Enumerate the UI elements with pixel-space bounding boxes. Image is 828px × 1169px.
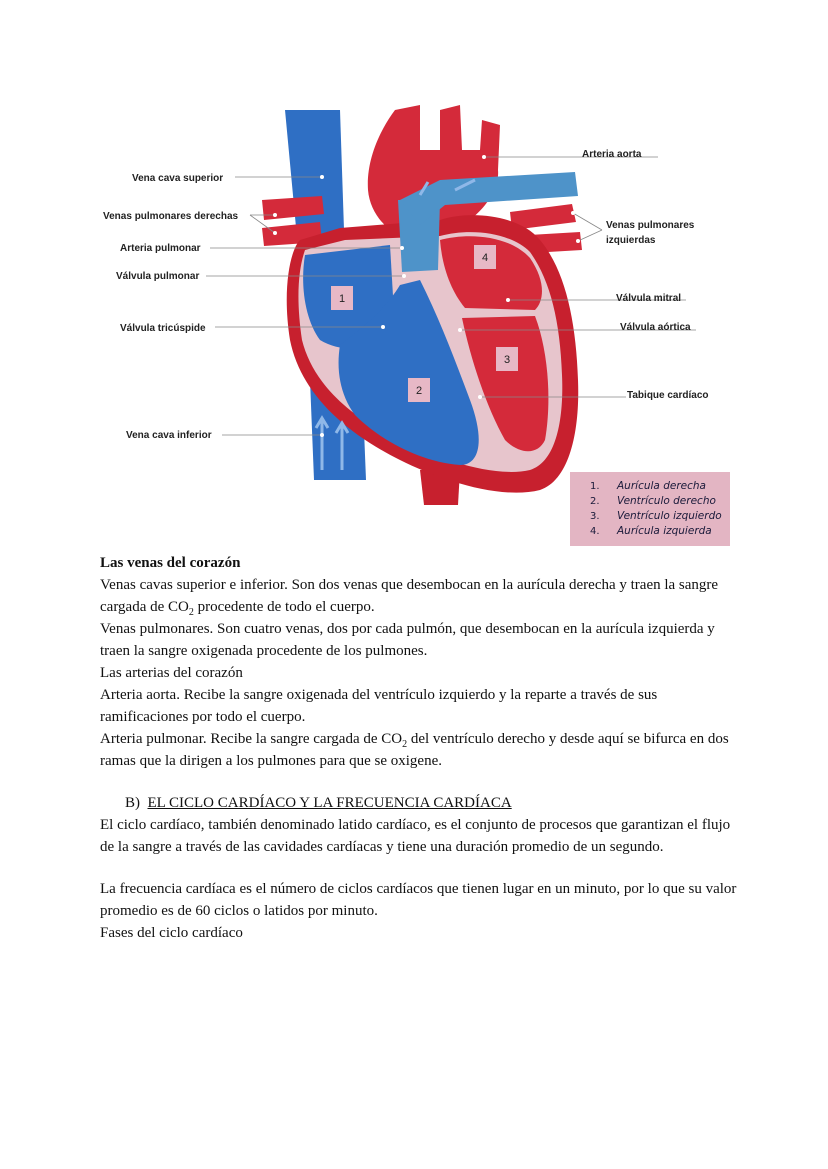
legend [570, 472, 730, 546]
veins-heading: Las venas del corazón [100, 555, 241, 571]
legend-item: Ventrículo izquierdo [617, 510, 722, 522]
section-title: EL CICLO CARDÍACO Y LA FRECUENCIA CARDÍACA [147, 795, 512, 811]
paragraph-venas-cavas [100, 574, 740, 618]
subscript: 2 [188, 607, 194, 618]
legend-number: 4. [590, 526, 600, 537]
legend-item: Ventrículo derecho [617, 495, 716, 507]
paragraph-fases: Fases del ciclo cardíaco [100, 925, 243, 941]
label-venas-pulmonares-derechas: Venas pulmonares derechas [103, 211, 239, 222]
paragraph-text: del ventrículo derecho y desde aquí se bifurca en dos ramas que la dirigen a los pulmones para que se oxigene. [100, 731, 729, 769]
chamber-number-1: 1 [338, 293, 346, 305]
legend-number: 2. [590, 496, 600, 507]
paragraph-venas-pulmonares: Venas pulmonares. Son cuatro venas, dos por cada pulmón, que desembocan en la aurícula izquierda y traen la sangre oxigenada procedente de los pulmones. [100, 621, 715, 659]
legend-number: 3. [590, 511, 600, 522]
label-venas-pulmonares-izquierdas-2: izquierdas [606, 235, 656, 246]
section-letter: B) [125, 795, 140, 811]
paragraph-text: procedente de todo el cuerpo. [193, 599, 375, 615]
chamber-number-2: 2 [415, 385, 423, 397]
label-valvula-aortica: Válvula aórtica [620, 322, 691, 333]
label-tabique-cardiaco: Tabique cardíaco [627, 390, 709, 401]
paragraph-frecuencia: La frecuencia cardíaca es el número de ciclos cardíacos que tienen lugar en un minuto, por lo que su valor promedio es de 60 ciclos o latidos por minuto. [100, 881, 737, 919]
label-valvula-mitral: Válvula mitral [616, 293, 682, 304]
body-text [100, 552, 740, 944]
label-valvula-tricuspide: Válvula tricúspide [120, 323, 206, 334]
label-vena-cava-inferior: Vena cava inferior [126, 430, 212, 441]
arteries-heading: Las arterias del corazón [100, 665, 243, 681]
section-heading [125, 792, 740, 814]
legend-number: 1. [590, 481, 600, 492]
paragraph-arteria-pulmonar [100, 728, 740, 772]
chamber-number-3: 3 [503, 354, 511, 366]
paragraph-ciclo-cardiaco: El ciclo cardíaco, también denominado latido cardíaco, es el conjunto de procesos que garantizan el flujo de la sangre a través de las cavidades cardíacas y tiene una duración promedio de un segundo. [100, 817, 731, 855]
chamber-number-4: 4 [481, 252, 489, 264]
paragraph-arteria-aorta: Arteria aorta. Recibe la sangre oxigenada del ventrículo izquierdo y la reparte a través de sus ramificaciones por todo el cuerpo. [100, 687, 658, 725]
legend-item: Aurícula derecha [617, 480, 706, 492]
subscript: 2 [402, 739, 408, 750]
label-arteria-aorta: Arteria aorta [582, 149, 642, 160]
paragraph-text: Arteria pulmonar. Recibe la sangre cargada de CO [100, 731, 403, 747]
legend-item: Aurícula izquierda [617, 525, 712, 537]
label-venas-pulmonares-izquierdas-1: Venas pulmonares [606, 220, 695, 231]
label-arteria-pulmonar: Arteria pulmonar [120, 243, 201, 254]
label-valvula-pulmonar: Válvula pulmonar [116, 271, 200, 282]
heart-diagram [0, 0, 828, 552]
label-vena-cava-superior: Vena cava superior [132, 173, 224, 184]
paragraph-text: Venas cavas superior e inferior. Son dos venas que desembocan en la aurícula derecha y traen la sangre cargada de CO [100, 577, 719, 615]
